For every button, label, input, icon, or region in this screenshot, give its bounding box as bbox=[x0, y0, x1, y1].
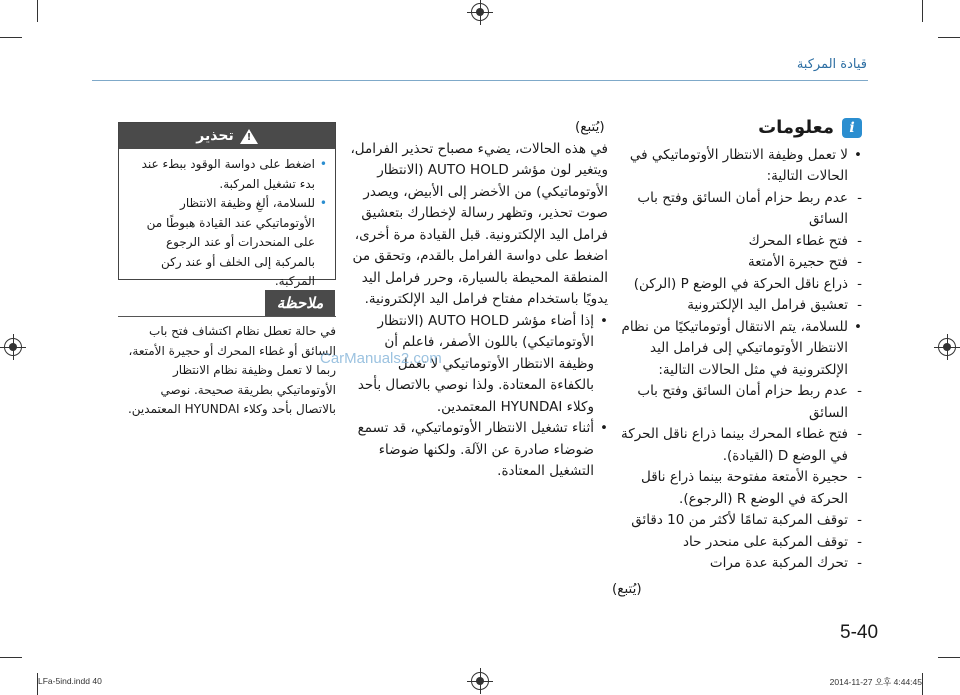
registration-mark-icon bbox=[938, 338, 956, 356]
info-column bbox=[602, 117, 862, 600]
section-divider bbox=[92, 80, 868, 81]
crop-mark bbox=[938, 37, 960, 38]
note-title: ملاحظة bbox=[265, 290, 335, 316]
info-para-2: • للسلامة، يتم الانتقال أوتوماتيكيًا من نظام الانتظار الأوتوماتيكي إلى فرامل اليد الإلكترونية في مثل الحالات التالية: - عدم ربط حزام أمان السائق وفتح باب السائق - فتح غطاء المحرك بينما ذراع ناقل الحركة في الوضع D (القيادة). - حجيرة الأمتعة مفتوحة بينما ذراع ناقل الحركة في الوضع R (الرجوع). - توقف المركبة تمامًا لأكثر من 10 دقائق - توقف المركبة على منحدر حاد - تحرك المركبة عدة مرات bbox=[602, 317, 862, 575]
info-intro: • لا تعمل وظيفة الانتظار الأوتوماتيكي في الحالات التالية: - عدم ربط حزام أمان السائق وفتح باب السائق - فتح غطاء المحرك - فتح حجيرة الأمتعة - ذراع ناقل الحركة في الوضع P (الركن) - تعشيق فرامل اليد الإلكترونية bbox=[602, 145, 862, 317]
crop-mark bbox=[922, 673, 923, 695]
info-list-2 bbox=[602, 381, 862, 575]
continued-label: (يُتبع) bbox=[575, 119, 605, 135]
info-icon: i bbox=[842, 118, 862, 138]
middle-column bbox=[350, 117, 608, 483]
warning-box bbox=[118, 122, 336, 288]
warning-title: تحذير bbox=[196, 128, 234, 144]
middle-bullet: • إذا أضاء مؤشر AUTO HOLD (الانتظار الأوتوماتيكي) باللون الأصفر، فاعلم أن وظيفة الانتظار الأوتوماتيكي لا تعمل بالكفاءة المعتادة. ولذا نوصي بالاتصال بأحد وكلاء HYUNDAI المعتمدين. bbox=[350, 311, 608, 419]
middle-bullet: • أثناء تشغيل الانتظار الأوتوماتيكي، قد تسمع ضوضاء صادرة عن الآلة. ولكنها ضوضاء التشغيل المعتادة. bbox=[350, 418, 608, 483]
crop-mark bbox=[0, 657, 22, 658]
info-list-1 bbox=[602, 188, 862, 317]
warning-item: • اضغط على دواسة الوقود ببطء عند بدء تشغيل المركبة. bbox=[127, 155, 327, 194]
registration-mark-icon bbox=[471, 3, 489, 21]
list-item: - فتح حجيرة الأمتعة bbox=[602, 252, 862, 274]
list-item: - فتح غطاء المحرك بينما ذراع ناقل الحركة في الوضع D (القيادة). bbox=[602, 424, 862, 467]
list-item: - ذراع ناقل الحركة في الوضع P (الركن) bbox=[602, 274, 862, 296]
list-item: - حجيرة الأمتعة مفتوحة بينما ذراع ناقل الحركة في الوضع R (الرجوع). bbox=[602, 467, 862, 510]
continued-label: (يُتبع) bbox=[612, 580, 642, 597]
note-divider bbox=[118, 316, 336, 317]
middle-paragraph: في هذه الحالات، يضيء مصباح تحذير الفرامل، ويتغير لون مؤشر AUTO HOLD (الانتظار الأوتوماتيكي) من الأخضر إلى الأبيض، ويصدر صوت تحذير، وتظهر رسالة لإخطارك بتعشيق فرامل اليد الإلكترونية. قبل القيادة مرة أخرى، اضغط على دواسة الفرامل بالقدم، وتحقق من المنطقة المحيطة بالسيارة، وحرر فرامل اليد يدويًا باستخدام مفتاح فرامل اليد الإلكترونية. bbox=[350, 140, 608, 307]
watermark: CarManuals2.com bbox=[320, 350, 442, 367]
warning-body bbox=[119, 149, 335, 298]
crop-mark bbox=[922, 0, 923, 22]
registration-mark-icon bbox=[4, 338, 22, 356]
registration-mark-icon bbox=[471, 672, 489, 690]
info-title: معلومات bbox=[758, 117, 834, 138]
warning-item: • للسلامة، ألغِ وظيفة الانتظار الأوتوماتيكي عند القيادة هبوطًا من على المنحدرات أو عند الرجوع بالمركبة إلى الخلف أو عند ركن المركبة. bbox=[127, 194, 327, 292]
list-item: - تعشيق فرامل اليد الإلكترونية bbox=[602, 295, 862, 317]
crop-mark bbox=[37, 0, 38, 22]
warning-triangle-icon: ! bbox=[240, 129, 258, 144]
note-text: في حالة تعطل نظام اكتشاف فتح باب السائق أو غطاء المحرك أو حجيرة الأمتعة، ربما لا تعمل وظيفة نظام الانتظار الأوتوماتيكي بطريقة صحيحة. نوصي بالاتصال بأحد وكلاء HYUNDAI المعتمدين. bbox=[127, 324, 336, 416]
crop-mark bbox=[0, 37, 22, 38]
list-item: - فتح غطاء المحرك bbox=[602, 231, 862, 253]
list-item: - عدم ربط حزام أمان السائق وفتح باب السائق bbox=[602, 381, 862, 424]
info-header bbox=[602, 117, 862, 139]
footer-timestamp: 2014-11-27 오후 4:44:45 bbox=[829, 677, 922, 687]
page-number: 5-40 bbox=[840, 622, 879, 643]
list-item: - توقف المركبة تمامًا لأكثر من 10 دقائق bbox=[602, 510, 862, 532]
list-item: - تحرك المركبة عدة مرات bbox=[602, 553, 862, 575]
list-item: - عدم ربط حزام أمان السائق وفتح باب السائق bbox=[602, 188, 862, 231]
crop-mark bbox=[938, 657, 960, 658]
warning-header bbox=[119, 123, 335, 149]
footer-file-info: LFa-5ind.indd 40 bbox=[38, 676, 102, 686]
section-title: قيادة المركبة bbox=[796, 57, 867, 72]
list-item: - توقف المركبة على منحدر حاد bbox=[602, 532, 862, 554]
